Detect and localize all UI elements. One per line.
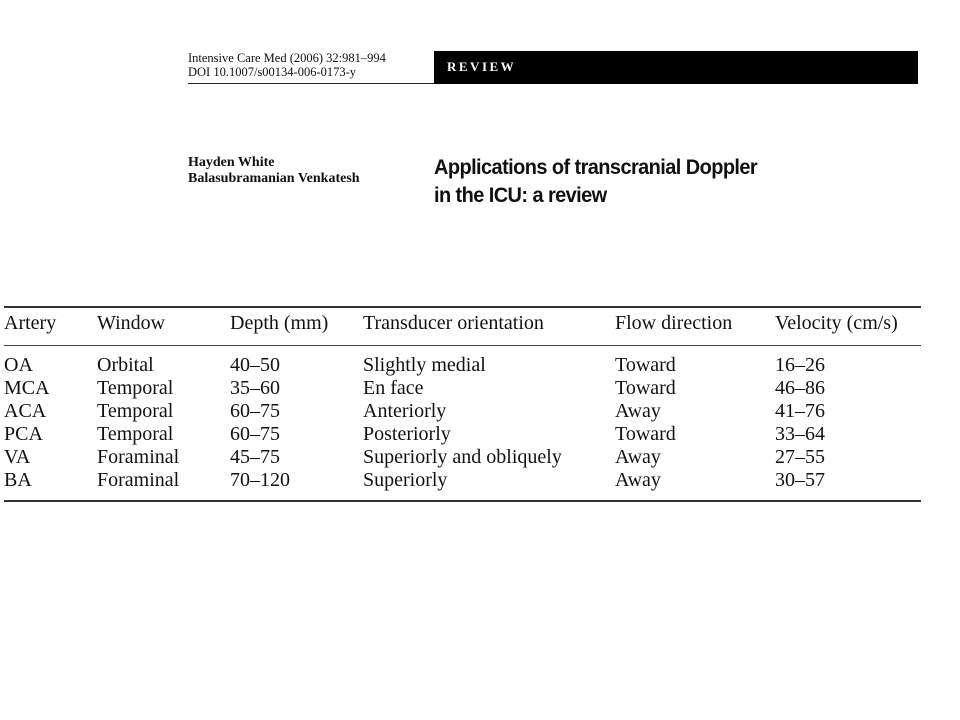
cell-depth: 60–75 [230, 400, 280, 422]
cell-artery: MCA [4, 377, 50, 399]
table-header-row [4, 312, 921, 340]
table-row [4, 446, 921, 469]
cell-orientation: Superiorly and obliquely [363, 446, 562, 468]
journal-doi: DOI 10.1007/s00134-006-0173-y [188, 65, 357, 79]
author-2: Balasubramanian Venkatesh [188, 171, 360, 186]
cell-window: Foraminal [97, 446, 180, 468]
table-bottom-rule [4, 500, 921, 502]
table-row [4, 469, 921, 492]
cell-velocity: 30–57 [775, 469, 825, 491]
column-header-flow: Flow direction [615, 312, 733, 334]
cell-flow: Away [615, 400, 661, 422]
cell-artery: VA [4, 446, 31, 468]
cell-depth: 45–75 [230, 446, 280, 468]
title-line-2: in the ICU: a review [434, 184, 607, 207]
column-header-depth: Depth (mm) [230, 312, 329, 334]
article-title [434, 154, 757, 210]
author-1: Hayden White [188, 155, 275, 170]
column-header-velocity: Velocity (cm/s) [775, 312, 898, 334]
table-top-rule [4, 306, 921, 308]
table-row [4, 354, 921, 377]
cell-velocity: 46–86 [775, 377, 825, 399]
cell-flow: Toward [615, 354, 676, 376]
cell-flow: Away [615, 446, 661, 468]
review-banner [434, 51, 918, 84]
title-line-1: Applications of transcranial Doppler [434, 156, 758, 179]
cell-artery: PCA [4, 423, 43, 445]
cell-depth: 40–50 [230, 354, 280, 376]
review-label: REVIEW [447, 59, 517, 74]
author-list [188, 155, 360, 187]
cell-flow: Toward [615, 377, 676, 399]
cell-orientation: Posteriorly [363, 423, 451, 445]
cell-artery: BA [4, 469, 32, 491]
journal-line-1: Intensive Care Med (2006) 32:981–994 [188, 51, 386, 65]
cell-orientation: En face [363, 377, 424, 399]
column-header-artery: Artery [4, 312, 57, 334]
cell-orientation: Anteriorly [363, 400, 447, 422]
table-row [4, 400, 921, 423]
cell-flow: Toward [615, 423, 676, 445]
cell-window: Orbital [97, 354, 154, 376]
cell-window: Foraminal [97, 469, 180, 491]
cell-artery: ACA [4, 400, 47, 422]
cell-flow: Away [615, 469, 661, 491]
cell-artery: OA [4, 354, 33, 376]
header-rule [188, 83, 434, 84]
column-header-orientation: Transducer orientation [363, 312, 544, 334]
table-row [4, 423, 921, 446]
cell-depth: 60–75 [230, 423, 280, 445]
cell-depth: 70–120 [230, 469, 290, 491]
table-header-rule [4, 345, 921, 346]
cell-window: Temporal [97, 400, 174, 422]
cell-orientation: Superiorly [363, 469, 448, 491]
cell-orientation: Slightly medial [363, 354, 486, 376]
cell-velocity: 33–64 [775, 423, 825, 445]
table-row [4, 377, 921, 400]
column-header-window: Window [97, 312, 166, 334]
cell-window: Temporal [97, 377, 174, 399]
cell-velocity: 41–76 [775, 400, 825, 422]
cell-velocity: 27–55 [775, 446, 825, 468]
cell-depth: 35–60 [230, 377, 280, 399]
journal-citation [188, 51, 386, 79]
cell-window: Temporal [97, 423, 174, 445]
cell-velocity: 16–26 [775, 354, 825, 376]
